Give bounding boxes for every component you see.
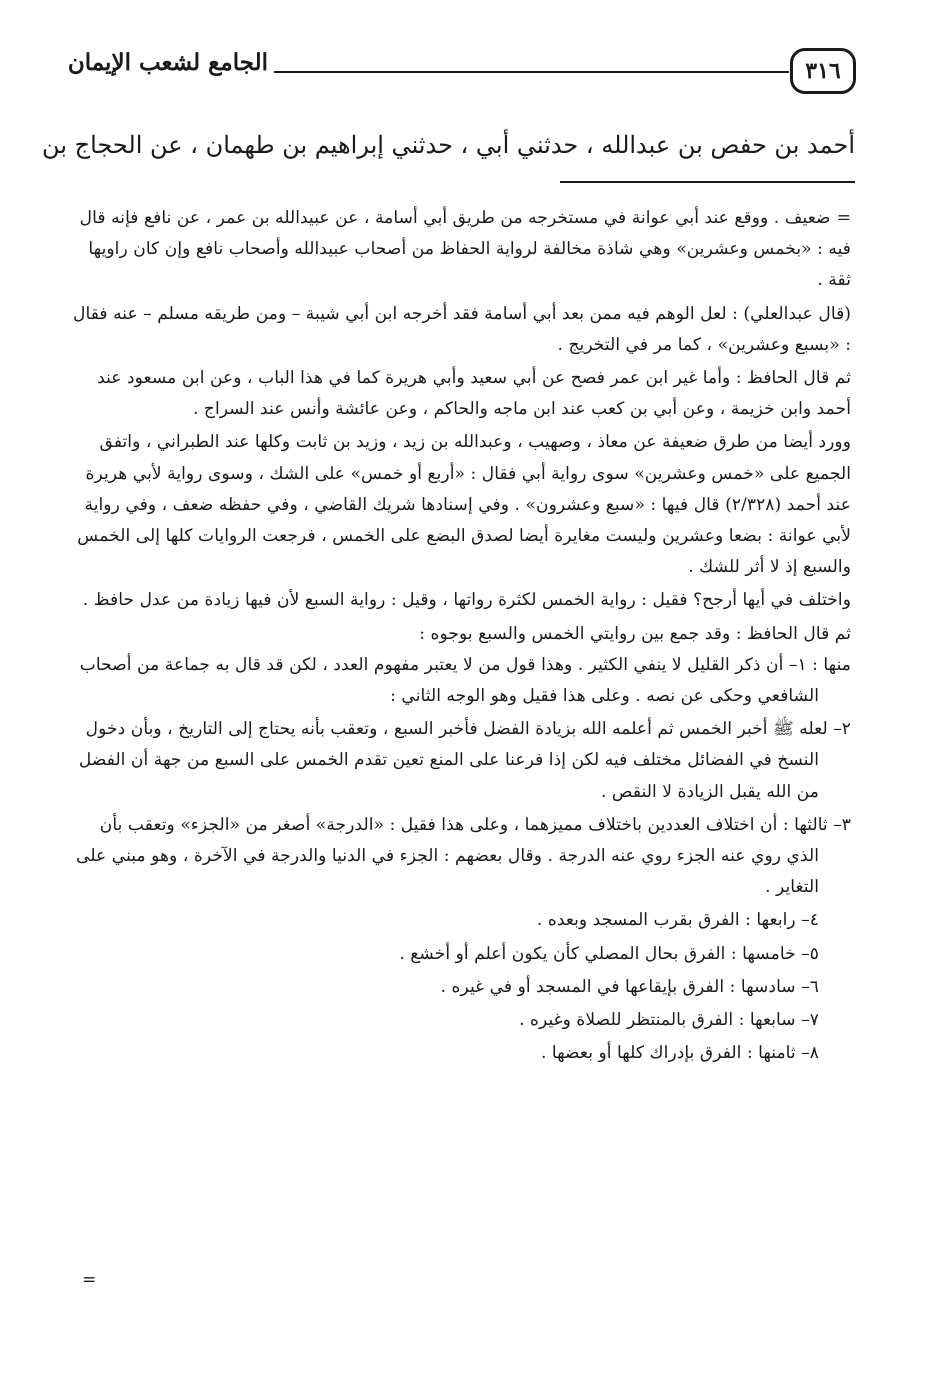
footnote-list-item: ٦– سادسها : الفرق بإيقاعها في المسجد أو في غيره . — [440, 976, 819, 997]
footnote-separator — [560, 181, 855, 183]
footnote-paragraph: (قال عبدالعلي) : لعل الوهم فيه ممن بعد أبي أسامة فقد أخرجه ابن أبي شيبة – ومن طريقه مسلم – عنه فقال : «بسبع وعشرين» ، كما مر في التخريج . — [72, 303, 851, 355]
footnote-paragraph: واختلف في أيها أرجح؟ فقيل : رواية الخمس لكثرة رواتها ، وقيل : رواية السبع لأن فيها زيادة من عدل حافظ . — [82, 590, 851, 611]
footnote-list-item: ٢– لعله ﷺ أخبر الخمس ثم أعلمه الله بزيادة الفضل فأخبر السبع ، وتعقب بأنه يحتاج إلى التاريخ ، وبأن دخول النسخ في الفضائل مختلف فيه لكن إذا فرعنا على المنع تعين تقدم الخمس على السبع من جهة أن الفضل من الله يقبل الزيادة لا النقص . — [78, 719, 851, 802]
footnote-paragraph: =ضعيف . ووقع عند أبي عوانة في مستخرجه من طريق أبي أسامة ، عن عبيدالله بن عمر ، عن نافع فإنه قال فيه : «بخمس وعشرين» وهي شاذة مخالفة لرواية الحفاظ من أصحاب عبيدالله وأصحاب نافع وإن كان راويها ثقة . — [70, 203, 851, 297]
header-rule — [274, 71, 789, 73]
footnote-paragraph: ثم قال الحافظ : وقد جمع بين روايتي الخمس والسبع بوجوه : — [419, 623, 851, 644]
footnote-paragraph: وورد أيضا من طرق ضعيفة عن معاذ ، وصهيب ، وعبدالله بن زيد ، وزيد بن ثابت وكلها عند الطبراني ، واتفق الجميع على «خمس وعشرين» سوى رواية أبي فقال : «أربع أو خمس» على الشك ، وسوى رواية لأبي هريرة عند أحمد (٢/٣٢٨) قال فيها : «سبع وعشرون» . وفي إسنادها شريك القاضي ، وفي حفظه ضعف ، وفي رواية لأبي عوانة : بضعا وعشرين وليست مغايرة أيضا لصدق البضع على الخمس ، فرجعت الروايات كلها إلى الخمس والسبع إذ لا أثر للشك . — [77, 432, 851, 578]
footnote-list-item: ٥– خامسها : الفرق بحال المصلي كأن يكون أعلم أو أخشع . — [399, 943, 819, 964]
book-title: الجامع لشعب الإيمان — [67, 49, 268, 76]
footnote-list-item: منها : ١– أن ذكر القليل لا ينفي الكثير . وهذا قول من لا يعتبر مفهوم العدد ، لكن قد قال به جماعة من أصحاب الشافعي وحكى عن نصه . وعلى هذا فقيل وهو الوجه الثاني : — [79, 654, 851, 707]
footnote-list-item: ٤– رابعها : الفرق بقرب المسجد وبعده . — [536, 910, 819, 931]
continuation-marker: = — [836, 208, 851, 228]
footnote-list-item: ٧– سابعها : الفرق بالمنتظر للصلاة وغيره . — [519, 1010, 819, 1031]
footnote-list-item: ٨– ثامنها : الفرق بإدراك كلها أو بعضها . — [540, 1043, 819, 1064]
main-text-line: أحمد بن حفص بن عبدالله ، حدثني أبي ، حدثني إبراهيم بن طهمان ، عن الحجاج بن — [42, 131, 855, 159]
footnote-paragraph: ثم قال الحافظ : وأما غير ابن عمر فصح عن أبي سعيد وأبي هريرة كما في هذا الباب ، وعن ابن مسعود عند أحمد وابن خزيمة ، وعن أبي بن كعب عند ابن ماجه والحاكم ، وعن عائشة وأنس عند السراج . — [97, 368, 851, 420]
footnote-list-item: ٣– ثالثها : أن اختلاف العددين باختلاف مميزهما ، وعلى هذا فقيل : «الدرجة» أصغر من «الجزء» وتعقب بأن الذي روي عنه الجزء روي عنه الدرجة . وقال بعضهم : الجزء في الدنيا والدرجة في الآخرة ، وهو مبني على التغاير . — [76, 814, 851, 898]
footnote-end-marker: = — [82, 1270, 97, 1290]
footnote-block — [70, 203, 851, 1069]
page-number: ٣١٦ — [790, 48, 856, 94]
